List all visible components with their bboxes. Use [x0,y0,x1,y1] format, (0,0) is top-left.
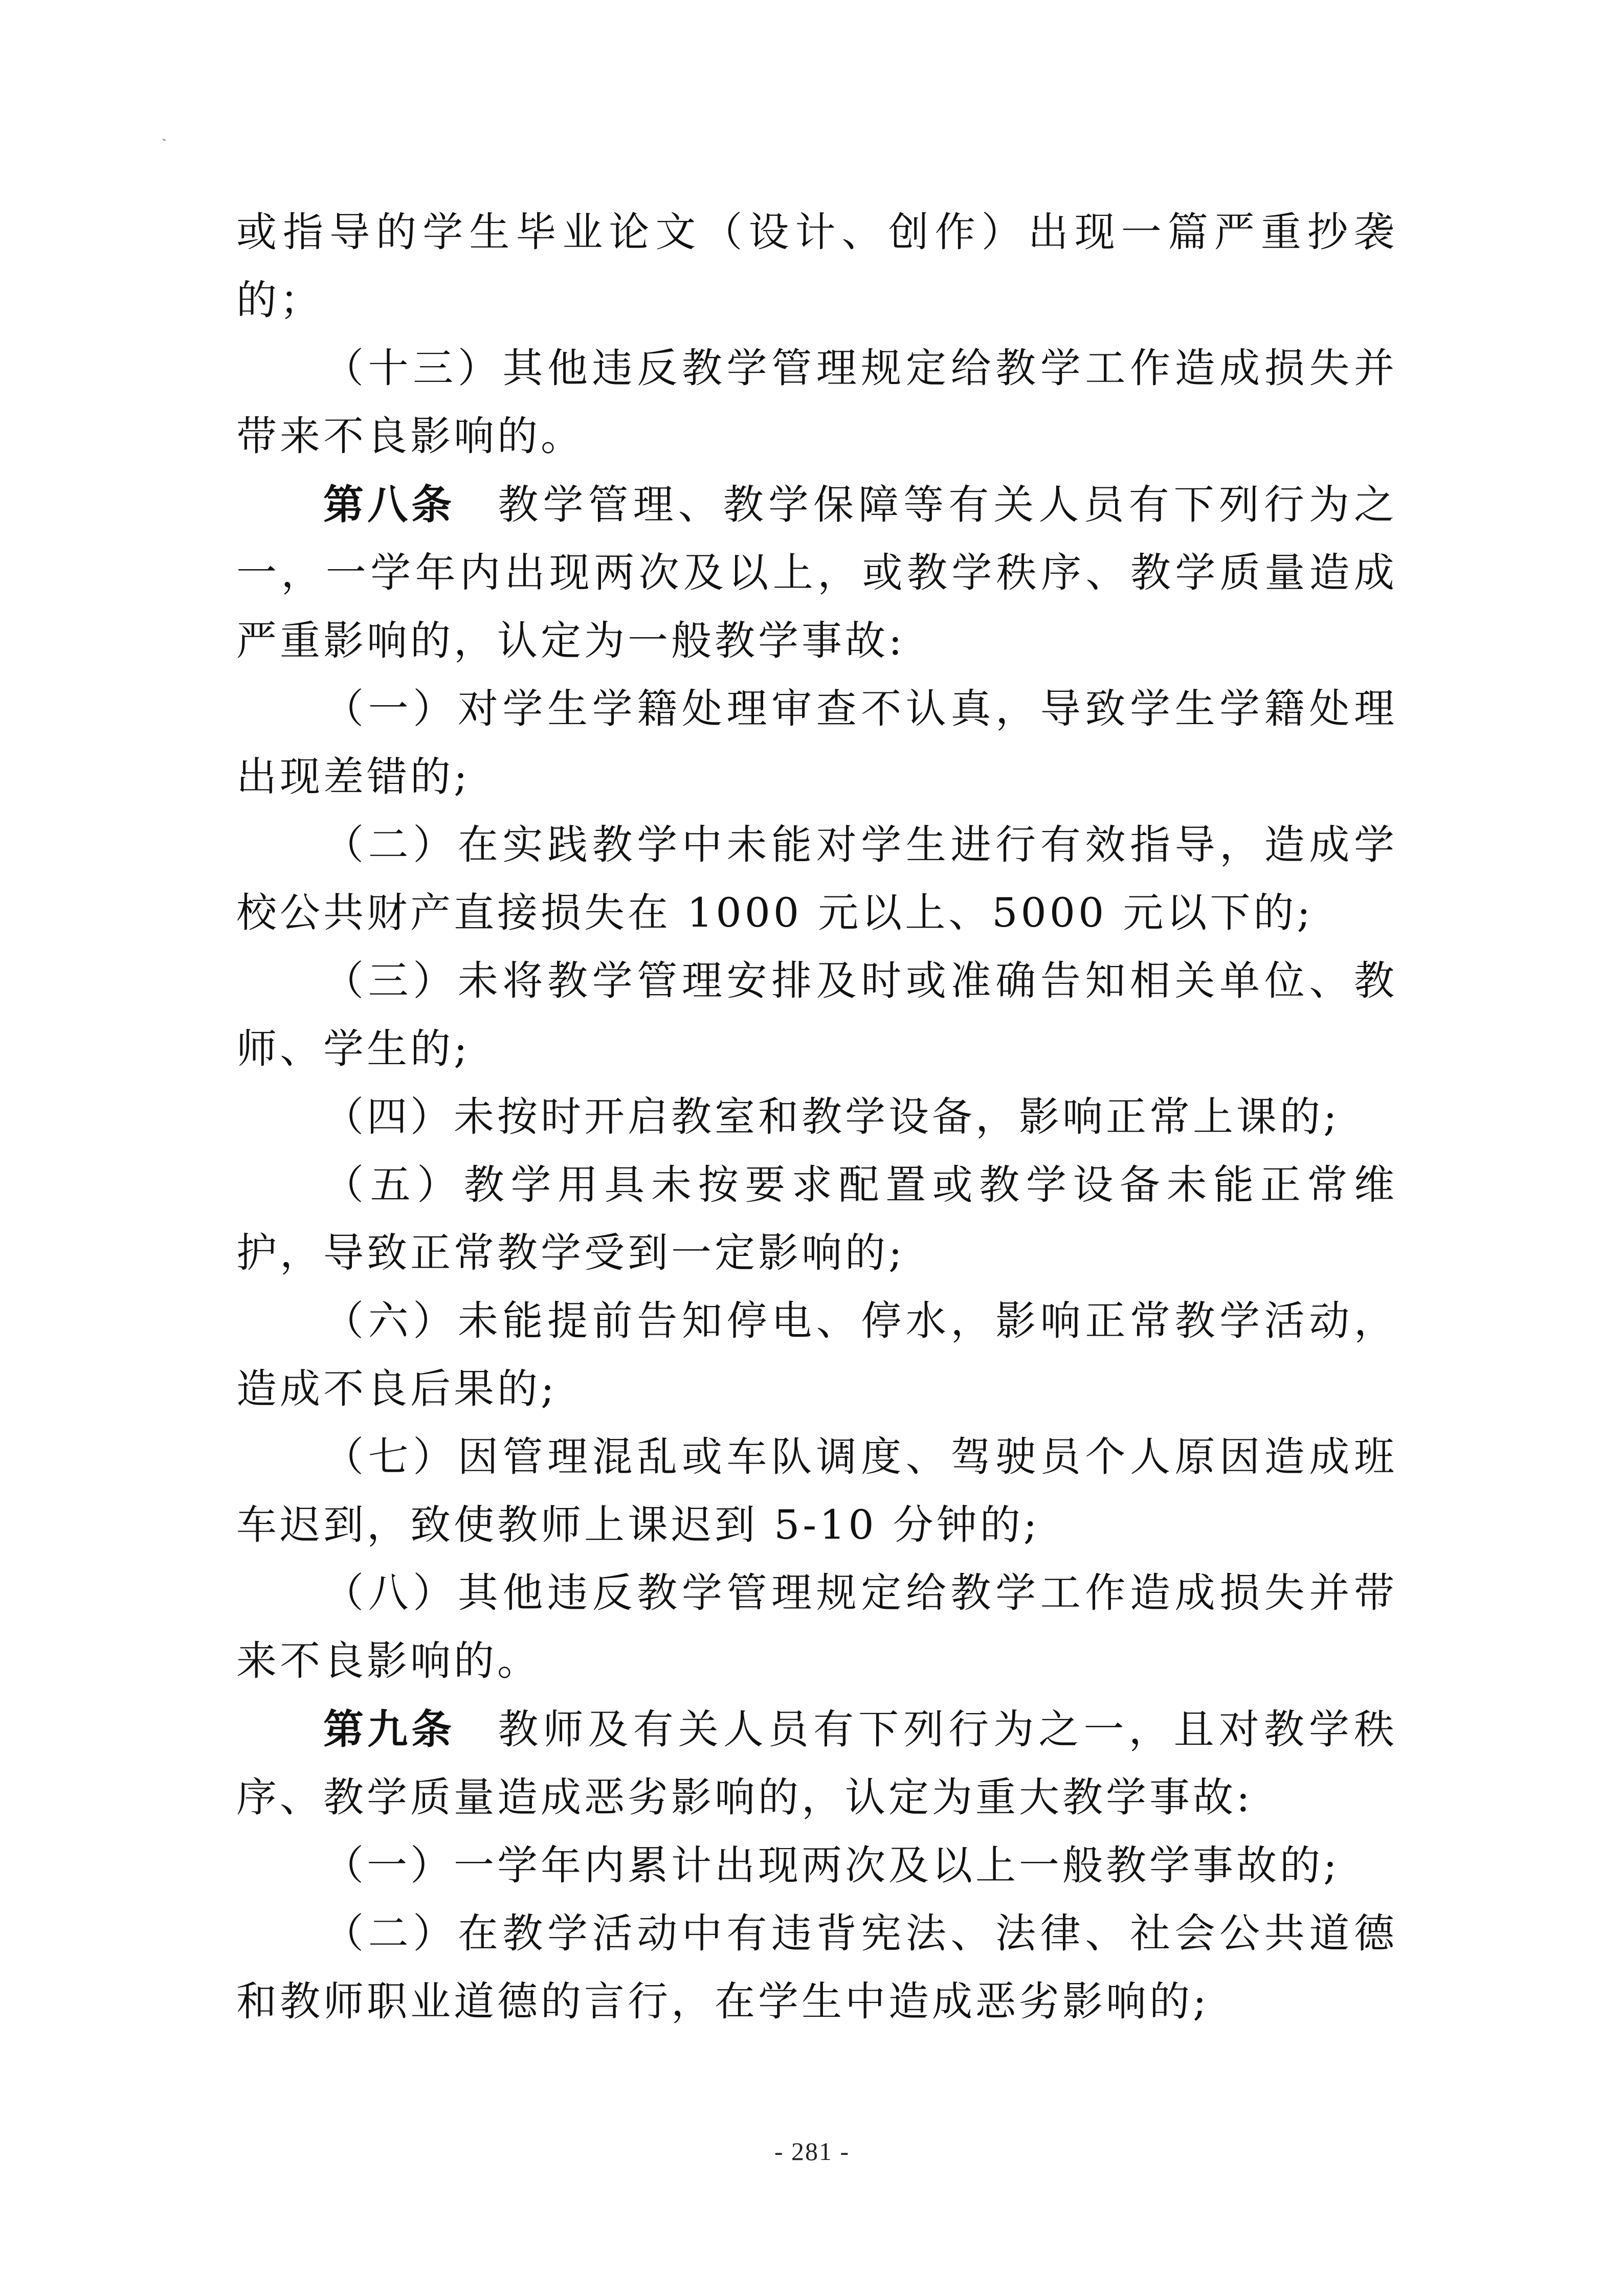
paragraph-text: 教学管理、教学保障等有关人员有下列行为之一，一学年内出现两次及以上，或教学秩序、教学质量造成严重影响的，认定为一般教学事故: [236,481,1398,664]
paragraph-text: （八）其他违反教学管理规定给教学工作造成损失并带来不良影响的。 [236,1569,1397,1684]
paragraph-text: （一）对学生学籍处理审查不认真，导致学生学籍处理出现差错的; [236,685,1397,800]
list-item [236,1423,1397,1559]
list-item [236,1900,1397,2036]
paragraph-text: 教师及有关人员有下列行为之一，且对教学秩序、教学质量造成恶劣影响的，认定为重大教学事故: [236,1706,1398,1821]
paragraph-text: （四）未按时开启教室和教学设备，影响正常上课的; [323,1093,1340,1140]
article-heading: 第九条 [323,1705,456,1753]
paragraph-1 [236,198,1397,334]
list-item [236,1287,1397,1423]
article-9-paragraph [236,1695,1397,1832]
list-item [236,947,1397,1083]
scan-artifact [163,139,166,141]
list-item [236,1083,1397,1151]
paragraph-text: （十三）其他违反教学管理规定给教学工作造成损失并带来不良影响的。 [236,345,1397,460]
article-8-paragraph [236,470,1397,675]
document-body [236,198,1397,2036]
list-item [236,811,1397,947]
paragraph-text: （二）在教学活动中有违背宪法、法律、社会公共道德和教师职业道德的言行，在学生中造成恶劣影响的; [236,1910,1397,2025]
list-item [236,1151,1397,1287]
list-item [236,1559,1397,1695]
list-item [236,675,1397,811]
paragraph-text: （五）教学用具未按要求配置或教学设备未能正常维护，导致正常教学受到一定影响的; [236,1161,1397,1276]
list-item [236,1832,1397,1900]
paragraph-text: （六）未能提前告知停电、停水，影响正常教学活动，造成不良后果的; [236,1297,1397,1412]
paragraph-text: （二）在实践教学中未能对学生进行有效指导，造成学校公共财产直接损失在 1000 元以上、5000 元以下的; [236,821,1397,936]
page-number: - 281 - [774,2137,850,2166]
paragraph-text: （三）未将教学管理安排及时或准确告知相关单位、教师、学生的; [236,957,1397,1072]
paragraph-text: 或指导的学生毕业论文（设计、创作）出现一篇严重抄袭的； [236,209,1397,324]
paragraph-text: （一）一学年内累计出现两次及以上一般教学事故的; [323,1842,1340,1889]
paragraph-2 [236,334,1397,470]
article-heading: 第八条 [323,481,456,528]
paragraph-text: （七）因管理混乱或车队调度、驾驶员个人原因造成班车迟到，致使教师上课迟到 5-10 分钟的; [236,1433,1397,1548]
